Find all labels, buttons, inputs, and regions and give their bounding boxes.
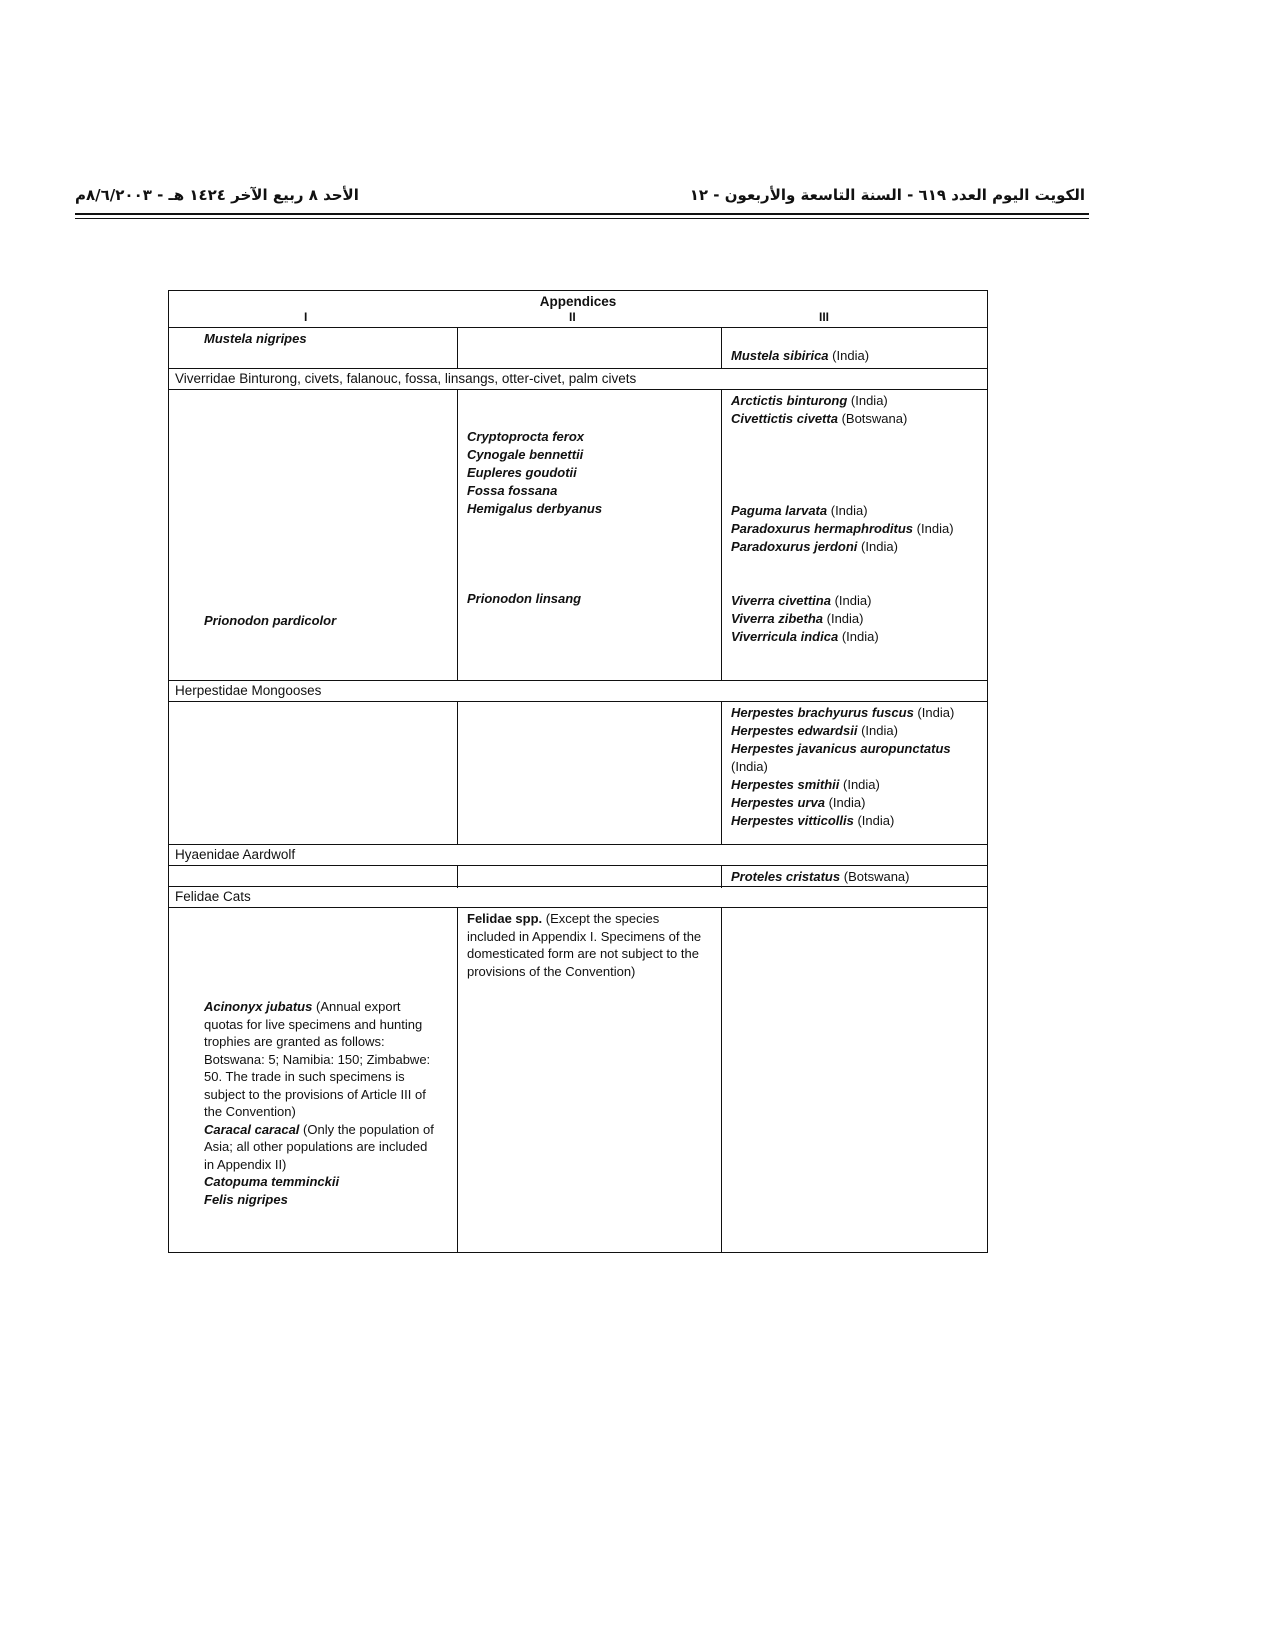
newspaper-header-issue: الكويت اليوم العدد ٦١٩ - السنة التاسعة والأربعون - ١٢ (689, 186, 1085, 204)
appendix-i-cell (169, 390, 457, 680)
species-name: Herpestes brachyurus fuscus (731, 705, 914, 720)
appendix-iii-cell (721, 702, 987, 844)
species-note: (India) (861, 723, 898, 738)
species-note: (India) (861, 539, 898, 554)
species-name: Eupleres goudotii (467, 465, 577, 480)
species-name: Caracal caracal (204, 1121, 300, 1137)
header-rule-thin (75, 218, 1089, 219)
appendix-ii-cell (457, 328, 721, 368)
species-note: (India) (916, 521, 954, 536)
species-name: Cryptoprocta ferox (467, 429, 585, 444)
family-herpestidae: Herpestidae Mongooses (169, 681, 987, 702)
species-name: Herpestes smithii (731, 777, 840, 792)
species-name: Felis nigripes (204, 1191, 288, 1207)
species-name: Civettictis civetta (731, 411, 838, 426)
species-name: Proteles cristatus (731, 869, 841, 884)
species-note: (India) (830, 503, 868, 518)
table-header (169, 291, 987, 328)
appendix-ii-cell (457, 908, 721, 1252)
species-name: Arctictis binturong (731, 393, 848, 408)
appendix-iii-cell (721, 866, 987, 888)
species-note: (India) (850, 393, 888, 408)
appendix-iii-cell (721, 908, 987, 1252)
species-name: Paguma larvata (731, 503, 828, 518)
species-name: Herpestes javanicus auropunctatus (731, 741, 951, 756)
species-note: (India) (857, 813, 895, 828)
species-name: Acinonyx jubatus (204, 999, 313, 1014)
species-name: Prionodon pardicolor (204, 613, 337, 628)
species-name: Viverra zibetha (731, 611, 824, 626)
species-name: Paradoxurus hermaphroditus (731, 521, 914, 536)
species-note: (India) (843, 777, 880, 792)
species-name: Viverricula indica (731, 629, 839, 644)
appendix-i-cell (169, 702, 457, 844)
species-name: Cynogale bennettii (467, 447, 584, 462)
family-hyaenidae: Hyaenidae Aardwolf (169, 845, 987, 866)
species-name: Felidae spp. (467, 911, 543, 926)
column-label-ii: II (569, 310, 576, 324)
species-name: Herpestes vitticollis (731, 813, 854, 828)
species-name: Herpestes edwardsii (731, 723, 858, 738)
appendix-i-cell (169, 866, 457, 888)
viverridae-row (169, 390, 987, 681)
species-note: (India) (731, 759, 768, 774)
table-title: Appendices (539, 294, 617, 309)
species-note: (India) (841, 629, 879, 644)
appendix-iii-cell (721, 328, 987, 368)
species-note: (India) (917, 705, 955, 720)
species-name: Hemigalus derbyanus (467, 501, 603, 516)
newspaper-header-date: الأحد ٨ ربيع الآخر ١٤٢٤ هـ - ٨/٦/٢٠٠٣م (75, 186, 359, 204)
appendix-i-cell (169, 908, 457, 1252)
species-note: (Botswana) (843, 869, 910, 884)
species-note: (India) (832, 348, 870, 363)
species-name: Paradoxurus jerdoni (731, 539, 858, 554)
species-note: (India) (834, 593, 872, 608)
species-name: Prionodon linsang (467, 591, 582, 606)
appendix-ii-cell (457, 866, 721, 888)
species-name: Herpestes urva (731, 795, 825, 810)
family-felidae: Felidae Cats (169, 887, 987, 908)
herpestidae-row (169, 702, 987, 845)
family-viverridae: Viverridae Binturong, civets, falanouc, fossa, linsangs, otter-civet, palm civets (169, 369, 987, 390)
appendix-ii-cell (457, 702, 721, 844)
species-note: (Annual export quotas for live specimens and hunting trophies are granted as follows: Botswana: 5; Namibia: 150; Zimbabwe: 50. The trade in such specimens is subject to the provisions of Article III of the Convention) (204, 999, 431, 1119)
species-name: Mustela nigripes (204, 331, 307, 346)
appendix-ii-cell (457, 390, 721, 680)
species-note: (India) (826, 611, 864, 626)
species-name: Catopuma temminckii (204, 1174, 340, 1189)
species-name: Viverra civettina (731, 593, 831, 608)
species-note: (Except the species included in Appendix I. Specimens of the domesticated form are not subject to the provisions of the Convention) (467, 911, 702, 979)
species-name: Fossa fossana (467, 483, 558, 498)
species-note: (Botswana) (841, 411, 908, 426)
species-name: Mustela sibirica (731, 348, 829, 363)
header-rule (75, 213, 1089, 215)
hyaenidae-row (169, 866, 987, 887)
felidae-row (169, 908, 987, 1252)
column-label-iii: III (819, 310, 830, 324)
species-note: (Only the population of Asia; all other populations are included in Appendix II) (204, 1121, 434, 1172)
species-note: (India) (828, 795, 866, 810)
column-label-i: I (304, 310, 308, 324)
appendix-i-cell (169, 328, 457, 368)
mustela-row (169, 328, 987, 369)
appendix-iii-cell (721, 390, 987, 680)
appendices-table (168, 290, 988, 1253)
